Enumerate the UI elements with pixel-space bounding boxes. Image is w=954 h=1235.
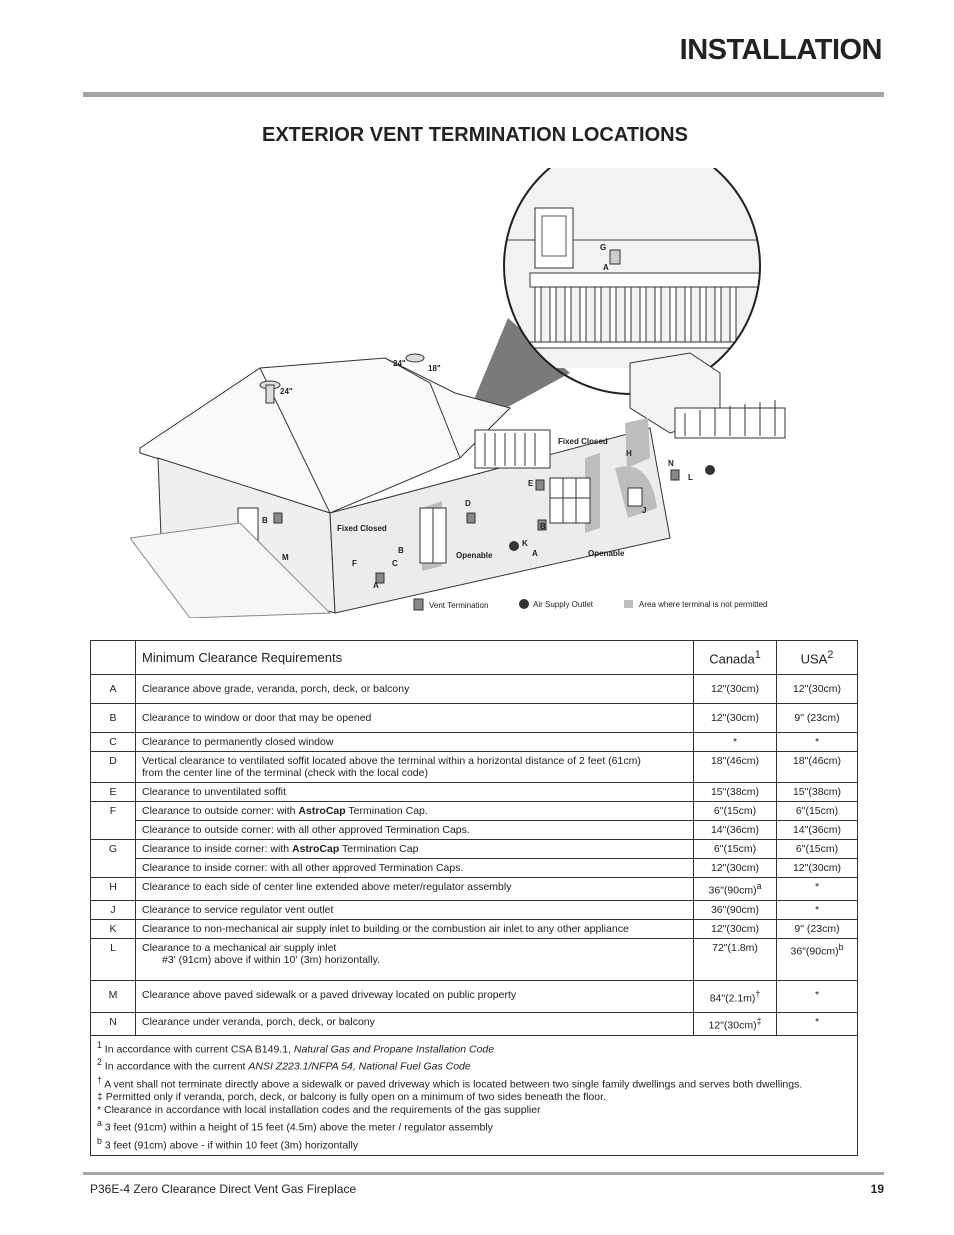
- notes-row: [91, 1035, 858, 1156]
- label-n: N: [668, 459, 674, 468]
- footer-rule: [83, 1172, 884, 1175]
- label-openable-right: Openable: [588, 549, 625, 558]
- label-m: M: [282, 553, 289, 562]
- label-c: C: [392, 559, 398, 568]
- label-b-mid: B: [540, 522, 546, 531]
- not-permitted-legend-icon: [624, 600, 633, 608]
- note: † A vent shall not terminate directly above a sidewalk or paved driveway which is located between two single family dwellings and serves both dwellings.: [97, 1074, 803, 1091]
- label-j: J: [642, 506, 647, 515]
- label-e: E: [528, 479, 534, 488]
- table-row: F Clearance to outside corner: with AstroCap Termination Cap. 6"(15cm) 6"(15cm): [91, 802, 858, 821]
- legend-air-supply: Air Supply Outlet: [533, 600, 594, 609]
- label-b-door: B: [262, 516, 268, 525]
- label-f: F: [352, 559, 357, 568]
- table-row: J Clearance to service regulator vent outlet 36"(90cm) *: [91, 900, 858, 919]
- header-canada: Canada$^1$: [694, 641, 777, 675]
- note: $^1$ In accordance with current CSA B149.1, Natural Gas and Propane Installation Code: [97, 1039, 495, 1056]
- label-24-top: 24": [393, 359, 406, 368]
- page-header-title: INSTALLATION: [679, 34, 882, 66]
- table-row: K Clearance to non-mechanical air supply inlet to building or the combustion air inlet to any other appliance 12"(30cm) 9" (23cm): [91, 919, 858, 938]
- table-header-row: [91, 641, 858, 675]
- table-row: E Clearance to unventilated soffit 15"(38cm) 15"(38cm): [91, 783, 858, 802]
- table-row: Clearance to outside corner: with all other approved Termination Caps. 14"(36cm) 14"(36cm): [91, 821, 858, 840]
- table-row: C Clearance to permanently closed window * *: [91, 733, 858, 752]
- table-row: M Clearance above paved sidewalk or a paved driveway located on public property 84"(2.1m)† *: [91, 980, 858, 1013]
- table-row: Clearance to inside corner: with all other approved Termination Caps. 12"(30cm) 12"(30cm): [91, 859, 858, 878]
- label-k: K: [522, 539, 528, 548]
- table-row: L Clearance to a mechanical air supply inlet #3' (91cm) above if within 10' (3m) horizontally. 72"(1.8m) $36"(90cm)^b$: [91, 938, 858, 980]
- table-row: N Clearance under veranda, porch, deck, or balcony 12"(30cm)‡ *: [91, 1013, 858, 1036]
- note: $^b$ 3 feet (91cm) above - if within 10 feet (3m) horizontally: [97, 1135, 359, 1152]
- table-row: H Clearance to each side of center line extended above meter/regulator assembly $36"(90cm)^a$ *: [91, 878, 858, 901]
- table-row: A Clearance above grade, veranda, porch, deck, or balcony 12"(30cm) 12"(30cm): [91, 675, 858, 704]
- note: $^2$ In accordance with the current ANSI Z223.1/NFPA 54, National Fuel Gas Code: [97, 1057, 471, 1073]
- label-fixed-closed-left: Fixed Closed: [337, 524, 387, 533]
- page-number: 19: [870, 1182, 884, 1196]
- label-18: 18": [428, 364, 441, 373]
- label-l: L: [688, 473, 693, 482]
- note: * Clearance in accordance with local installation codes and the requirements of the gas supplier: [97, 1104, 541, 1117]
- air-supply-legend-icon: [519, 599, 529, 609]
- header-usa: USA$^2$: [777, 641, 858, 675]
- section-title: EXTERIOR VENT TERMINATION LOCATIONS: [262, 124, 688, 146]
- label-h: H: [626, 449, 632, 458]
- label-b-left: B: [398, 546, 404, 555]
- label-g: G: [600, 243, 607, 252]
- label-24-left: 24": [280, 387, 293, 396]
- legend-vent-termination: Vent Termination: [429, 601, 489, 610]
- legend-not-permitted: Area where terminal is not permitted: [639, 600, 768, 609]
- clearance-table: [90, 640, 858, 1156]
- label-openable-left: Openable: [456, 551, 493, 560]
- note: ‡ Permitted only if veranda, porch, deck, or balcony is fully open on a minimum of two sides beneath the floor.: [97, 1091, 606, 1104]
- label-a-left: A: [373, 581, 379, 590]
- table-row: B Clearance to window or door that may be opened 12"(30cm) 9" (23cm): [91, 704, 858, 733]
- vent-legend-icon: [414, 599, 423, 610]
- header-requirement: Minimum Clearance Requirements: [136, 641, 694, 675]
- house-diagram: [130, 168, 810, 618]
- label-fixed-closed-right: Fixed Closed: [558, 437, 608, 446]
- label-a-mid: A: [532, 549, 538, 558]
- header-rule: [83, 92, 884, 97]
- label-a-mag: A: [603, 263, 609, 272]
- table-row: D Vertical clearance to ventilated soffit located above the terminal within a horizontal distance of 2 feet (61cm) from the center line of the terminal (check with the local code) 18"(46cm) 18"(46cm): [91, 752, 858, 783]
- footer-title: P36E-4 Zero Clearance Direct Vent Gas Fireplace: [90, 1182, 357, 1196]
- note: $^a$ 3 feet (91cm) within a height of 15 feet (4.5m) above the meter / regulator assembly: [97, 1118, 493, 1134]
- table-row: G Clearance to inside corner: with AstroCap Termination Cap 6"(15cm) 6"(15cm): [91, 840, 858, 859]
- label-d: D: [465, 499, 471, 508]
